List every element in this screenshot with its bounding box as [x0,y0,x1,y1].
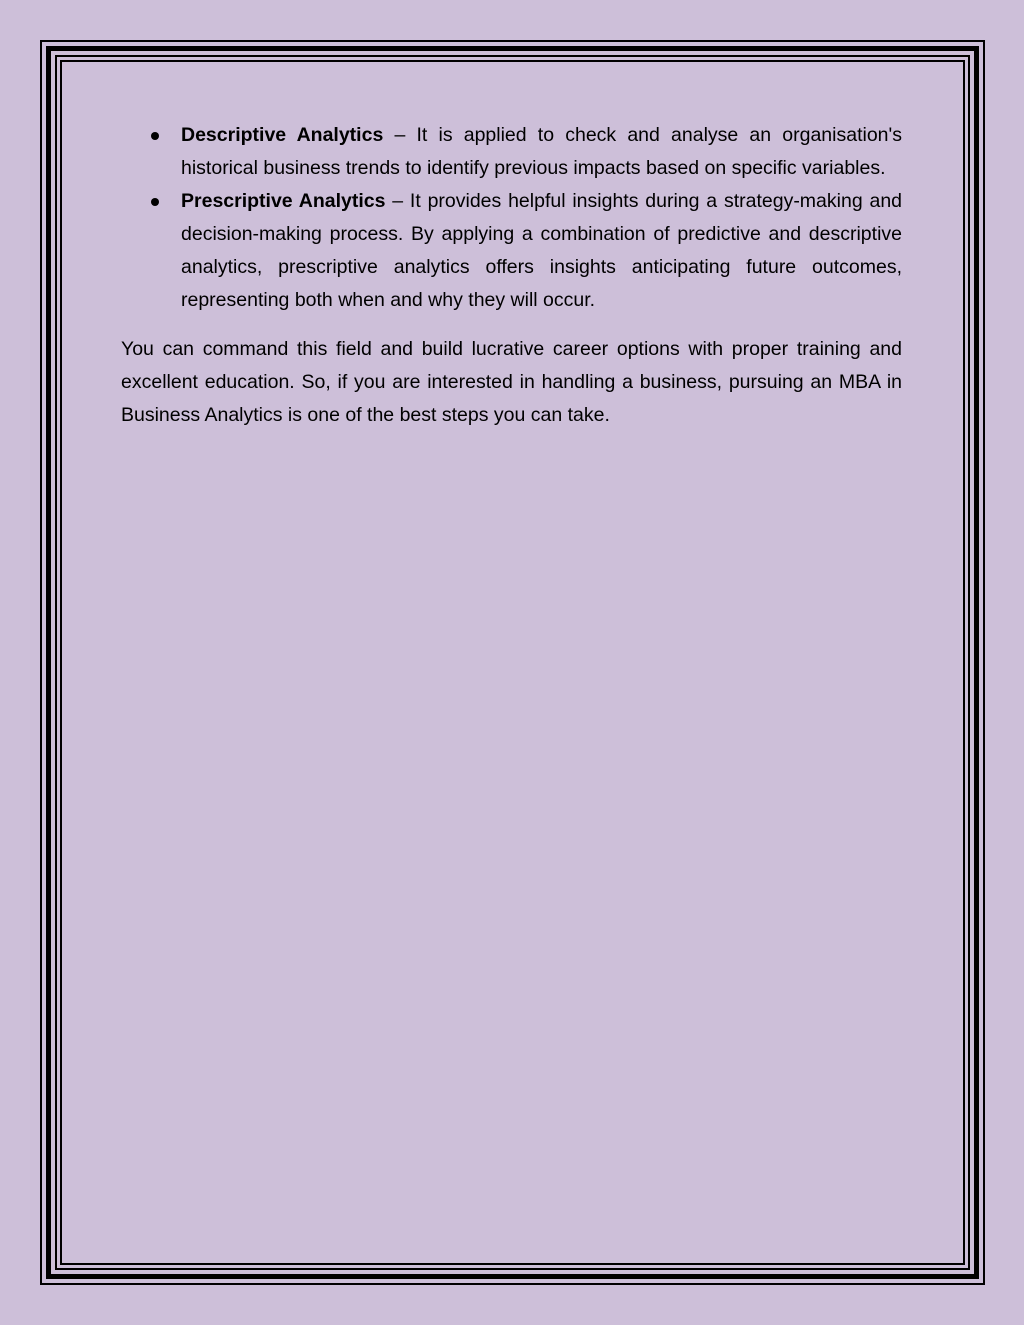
bullet-text: – It is applied to check and analyse an organisation's historical business trends to identify previous impacts based on specific variables. [181,124,902,179]
bullet-dot-icon [151,198,159,206]
bullet-item-prescriptive [121,185,902,317]
bullet-dot-icon [151,132,159,140]
analytics-bullet-list [121,119,902,317]
bullet-term: Descriptive Analytics [181,124,384,146]
bullet-text: – It provides helpful insights during a strategy-making and decision-making process. By applying a combination of predictive and descriptive analytics, prescriptive analytics offers insights anticipating future outcomes, representing both when and why they will occur. [181,190,903,311]
closing-paragraph: You can command this field and build lucrative career options with proper training and excellent education. So, if you are interested in handling a business, pursuing an MBA in Business Analytics is one of the best steps you can take. [121,338,902,426]
bullet-term: Prescriptive Analytics [181,190,386,212]
bullet-item-descriptive [121,119,902,185]
document-content [121,119,902,432]
